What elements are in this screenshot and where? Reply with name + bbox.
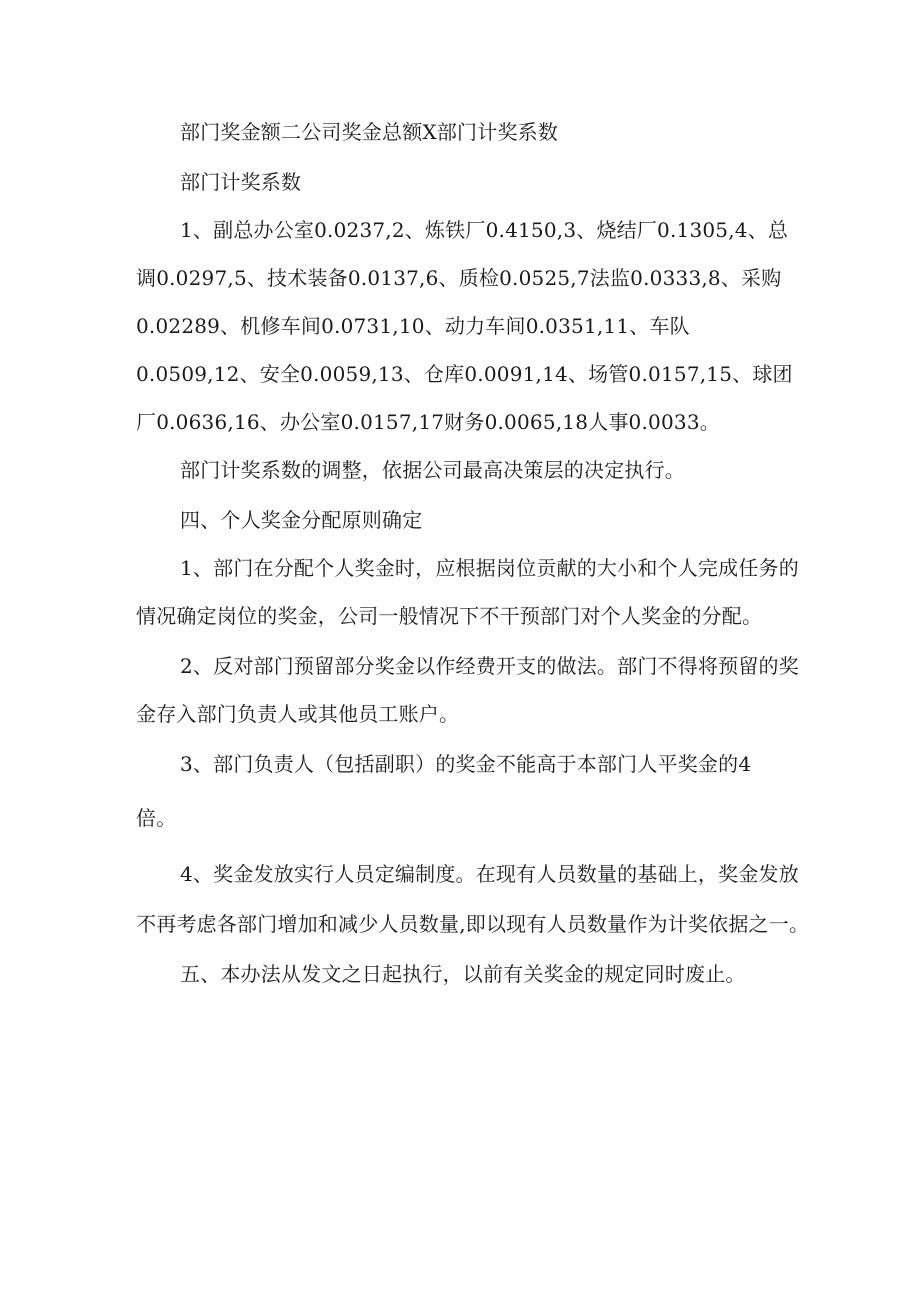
section-heading: 部门计奖系数 xyxy=(180,170,302,194)
paragraph-line: 0.0509,12、安全0.0059,13、仓库0.0091,14、场管0.0157,15、球团 xyxy=(136,362,793,386)
paragraph-line: 情况确定岗位的奖金，公司一般情况下不干预部门对个人奖金的分配。 xyxy=(136,604,763,628)
paragraph-line: 五、本办法从发文之日起执行，以前有关奖金的规定同时废止。 xyxy=(180,962,746,986)
paragraph-line: 1、副总办公室0.0237,2、炼铁厂0.4150,3、烧结厂0.1305,4、总 xyxy=(180,218,789,242)
paragraph-line: 4、奖金发放实行人员定编制度。在现有人员数量的基础上，奖金发放 xyxy=(180,862,799,886)
paragraph-line: 倍。 xyxy=(136,806,177,830)
paragraph-line: 金存入部门负责人或其他员工账户。 xyxy=(136,702,460,726)
paragraph-line: 2、反对部门预留部分奖金以作经费开支的做法。部门不得将预留的奖 xyxy=(180,654,799,678)
formula-line: 部门奖金额二公司奖金总额X部门计奖系数 xyxy=(180,120,559,144)
paragraph-line: 3、部门负责人（包括副职）的奖金不能高于本部门人平奖金的4 xyxy=(180,752,752,776)
section-heading: 四、个人奖金分配原则确定 xyxy=(180,508,423,532)
paragraph-line: 厂0.0636,16、办公室0.0157,17财务0.0065,18人事0.0033。 xyxy=(136,410,720,434)
paragraph-line: 0.02289、机修车间0.0731,10、动力车间0.0351,11、车队 xyxy=(136,314,690,338)
paragraph-line: 不再考虑各部门增加和减少人员数量,即以现有人员数量作为计奖依据之一。 xyxy=(136,912,810,936)
paragraph-line: 部门计奖系数的调整，依据公司最高决策层的决定执行。 xyxy=(180,458,685,482)
paragraph-line: 1、部门在分配个人奖金时，应根据岗位贡献的大小和个人完成任务的 xyxy=(180,556,799,580)
paragraph-line: 调0.0297,5、技术装备0.0137,6、质检0.0525,7法监0.0333,8、采购 xyxy=(136,266,782,290)
